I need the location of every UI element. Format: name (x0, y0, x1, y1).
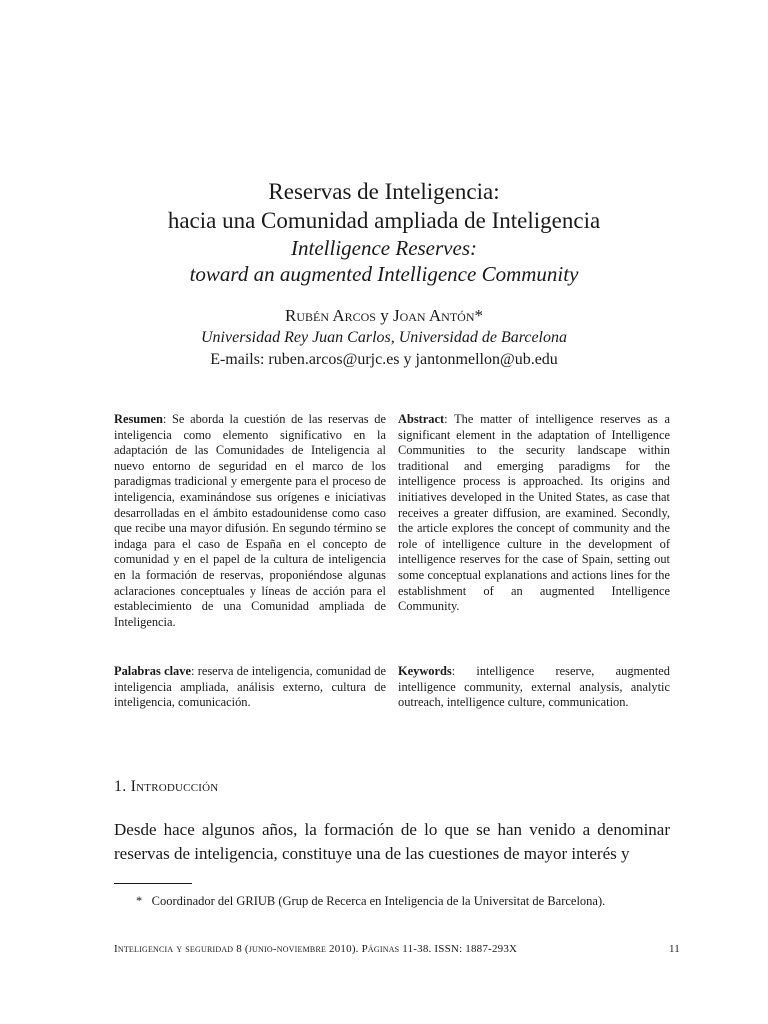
section-heading: 1. Introducción (114, 778, 219, 795)
page-footer (114, 943, 680, 955)
title-en-line2: toward an augmented Intelligence Community (189, 262, 579, 286)
author-conjunction: y (380, 306, 389, 325)
title-es-line2: hacia una Comunidad ampliada de Inteligencia (167, 208, 601, 233)
authors-line (0, 305, 768, 327)
journal-citation: Inteligencia y seguridad 8 (junio-noviembre 2010). Páginas 11-38. ISSN: 1887-293X (114, 943, 518, 955)
title-block (0, 177, 768, 287)
author-2: Joan Antón* (392, 306, 483, 325)
title-es-line1: Reservas de Inteligencia: (268, 179, 500, 204)
keywords-es-label: Palabras clave (114, 664, 191, 678)
abstract-es-text: : Se aborda la cuestión de las reservas de inteligencia como elemento significativo en la adaptación de las Comunidades de Inteligencia al nuevo entorno de seguridad en el marco de los paradigmas tradicional y emergente para el proceso de inteligencia, examinándose sus orígenes e iniciativas desarrolladas en el ámbito estadounidense como caso que recibe una mayor difusión. En segundo término se indaga para el caso de España en el concepto de comunidad y en el papel de la cultura de inteligencia en la formación de reservas, proponiéndose algunas aclaraciones conceptuales y líneas de acción para el establecimiento de una Comunidad ampliada de Inteligencia. (114, 412, 386, 629)
abstract-es-label: Resumen (114, 412, 163, 426)
keywords-en-label: Keywords (398, 664, 452, 678)
abstract-en-text: : The matter of intelligence reserves as a significant element in the adaptation of Intelligence Communities to the security landscape within traditional and emerging paradigms for the intelligence process is approached. Its origins and initiatives developed in the United States, as case that receives a greater diffusion, are examined. Secondly, the article explores the concept of community and the role of intelligence culture in the development of intelligence reserves for the case of Spain, setting out some conceptual explanations and actions lines for the establishment of an augmented Intelligence Community. (398, 412, 670, 614)
emails: E-mails: ruben.arcos@urjc.es y jantonmellon@ub.edu (210, 351, 558, 368)
author-block (0, 305, 768, 371)
keywords-en (398, 664, 670, 711)
abstract-es (114, 412, 386, 630)
body-paragraph: Desde hace algunos años, la formación de lo que se han venido a denominar reservas de inteligencia, constituye una de las cuestiones de mayor interés y (114, 820, 670, 863)
keywords-es-text: : reserva de inteligencia, comunidad de inteligencia ampliada, análisis externo, cultura de inteligencia, comunicación. (114, 664, 386, 710)
author-1: Rubén Arcos (285, 306, 376, 325)
abstract-en-label: Abstract (398, 412, 445, 426)
keywords-en-text: : intelligence reserve, augmented intelligence community, external analysis, analytic outreach, intelligence culture, communication. (398, 664, 670, 710)
title-en-line1: Intelligence Reserves: (291, 236, 477, 260)
footnote-rule (114, 883, 192, 884)
abstract-en (398, 412, 670, 615)
affiliation: Universidad Rey Juan Carlos, Universidad de Barcelona (200, 329, 567, 346)
keywords-es (114, 664, 386, 711)
footnote: * Coordinador del GRIUB (Grup de Recerca en Inteligencia de la Universitat de Barcelona). (136, 894, 606, 908)
page-number: 11 (669, 943, 680, 955)
